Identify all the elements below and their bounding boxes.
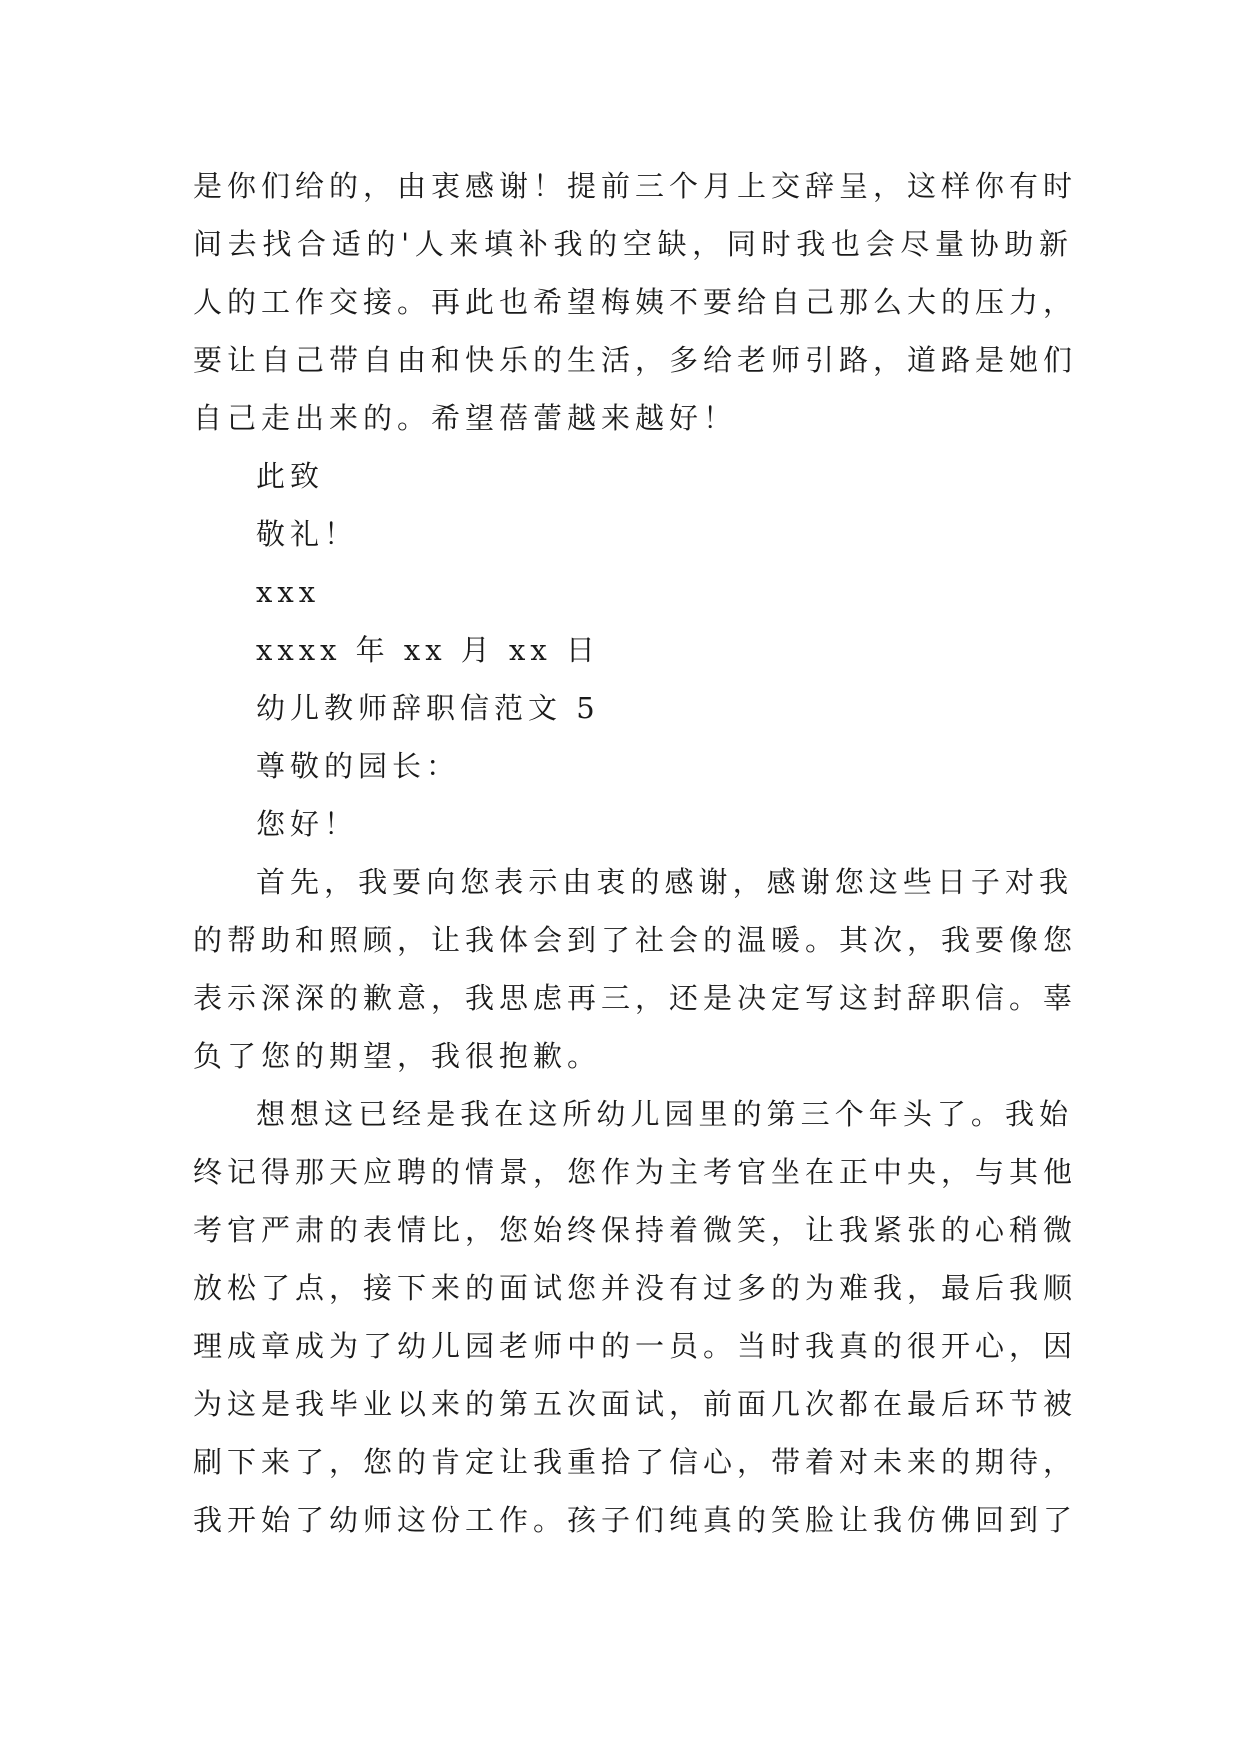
text-line: 表示深深的歉意，我思虑再三，还是决定写这封辞职信。辜 [193,981,1078,1015]
closing-salute-2: 敬礼！ [256,517,359,551]
date: xxxx 年 xx 月 xx 日 [256,633,600,667]
hello: 您好！ [256,807,359,841]
text-line: 间去找合适的'人来填补我的空缺，同时我也会尽量协助新 [193,227,1073,261]
paragraph-2 [193,853,1078,1085]
text-line: 首先，我要向您表示由衷的感谢，感谢您这些日子对我 [256,865,1073,899]
text-line: 终记得那天应聘的情景，您作为主考官坐在正中央，与其他 [193,1155,1078,1189]
document-page [193,157,1078,1549]
text-line: 放松了点，接下来的面试您并没有过多的为难我，最后我顺 [193,1271,1078,1305]
text-line: 要让自己带自由和快乐的生活，多给老师引路，道路是她们 [193,343,1078,377]
text-line: 为这是我毕业以来的第五次面试，前面几次都在最后环节被 [193,1387,1078,1421]
text-line: 负了您的期望，我很抱歉。 [193,1039,602,1073]
paragraph-1 [193,157,1078,447]
text-line: 理成章成为了幼儿园老师中的一员。当时我真的很开心，因 [193,1329,1078,1363]
text-line: 刷下来了，您的肯定让我重拾了信心，带着对未来的期待， [193,1445,1078,1479]
text-line: 的帮助和照顾，让我体会到了社会的温暖。其次，我要像您 [193,923,1078,957]
signature: xxx [256,575,321,609]
text-line: 自己走出来的。希望蓓蕾越来越好！ [193,401,738,435]
section-title: 幼儿教师辞职信范文 5 [256,691,600,725]
text-line: 我开始了幼师这份工作。孩子们纯真的笑脸让我仿佛回到了 [193,1503,1078,1537]
paragraph-3 [193,1085,1078,1549]
greeting: 尊敬的园长： [256,749,461,783]
closing-salute-1: 此致 [256,459,325,493]
text-line: 考官严肃的表情比，您始终保持着微笑，让我紧张的心稍微 [193,1213,1078,1247]
text-line: 人的工作交接。再此也希望梅姨不要给自己那么大的压力， [193,285,1078,319]
text-line: 是你们给的，由衷感谢！提前三个月上交辞呈，这样你有时 [193,169,1078,203]
text-line: 想想这已经是我在这所幼儿园里的第三个年头了。我始 [256,1097,1073,1131]
